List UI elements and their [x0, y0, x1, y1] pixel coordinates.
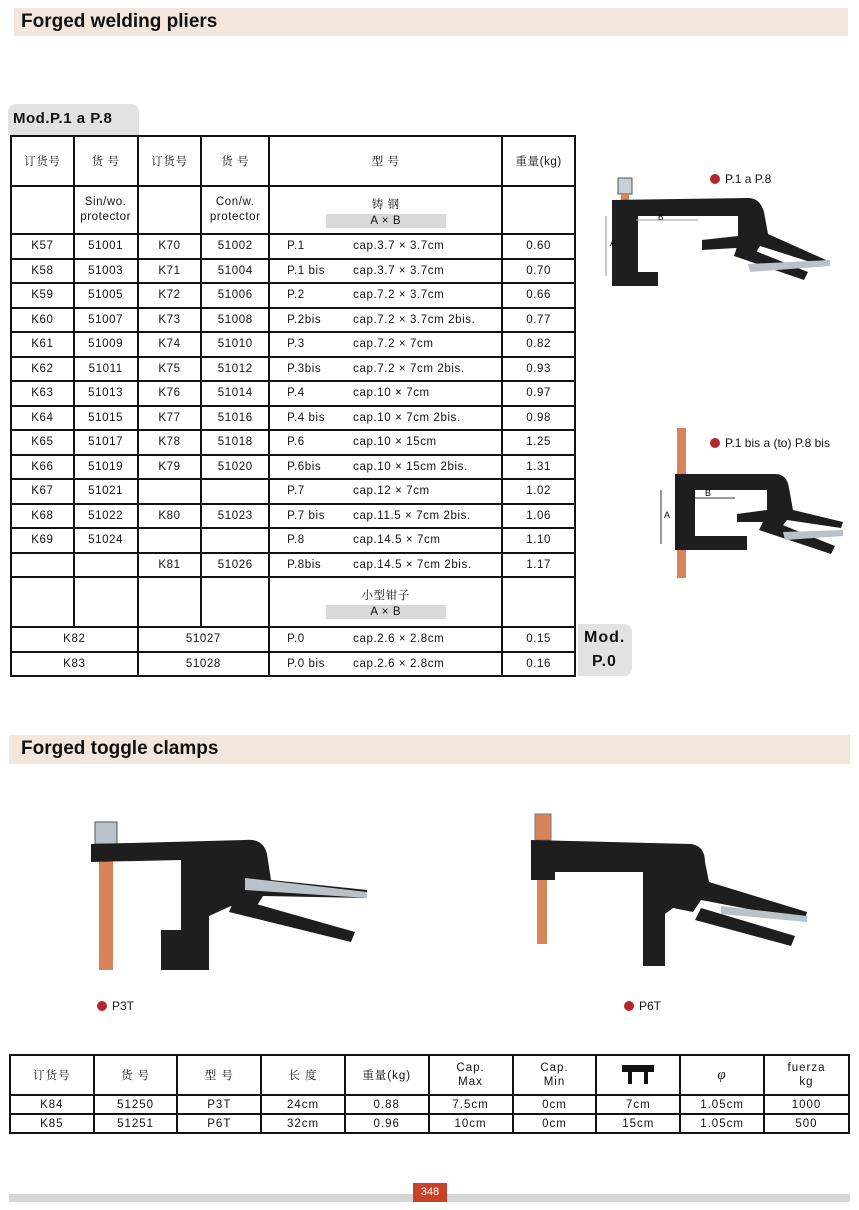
capacity: cap.10 × 7cm	[353, 387, 430, 399]
table-subheader-row	[11, 186, 575, 234]
table-cell: K61	[11, 332, 74, 357]
bullet-icon	[624, 1001, 634, 1011]
model-code: P.4	[287, 387, 305, 400]
table-cell: 51001	[74, 234, 138, 259]
welding-pliers-table	[10, 135, 576, 677]
capacity: cap.12 × 7cm	[353, 485, 430, 497]
capacity: cap.7.2 × 3.7cm 2bis.	[353, 313, 476, 326]
table-cell: K81	[138, 553, 202, 578]
mini-group-row	[11, 577, 575, 627]
table-cell: K79	[138, 455, 202, 480]
table-cell: 51002	[201, 234, 269, 259]
header-cell: Cap. Max	[429, 1055, 513, 1095]
model-cell	[269, 479, 502, 504]
capacity: cap.14.5 × 7cm 2bis.	[353, 558, 472, 571]
mini-group-cell	[269, 577, 502, 627]
model-cell	[269, 504, 502, 529]
table-row	[11, 259, 575, 284]
table-cell: K67	[11, 479, 74, 504]
capacity: cap.10 × 15cm 2bis.	[353, 460, 468, 473]
weight-cell: 1.31	[502, 455, 575, 480]
table-cell: 15cm	[596, 1114, 680, 1133]
model-cell	[269, 283, 502, 308]
table-cell: 7cm	[596, 1095, 680, 1114]
header-cell: 订货号	[138, 136, 202, 186]
model-code: P.1 bis	[287, 264, 326, 277]
header-cell-jaw-icon	[596, 1055, 680, 1095]
table-row	[11, 234, 575, 259]
table-cell: K62	[11, 357, 74, 382]
section-title: Forged toggle clamps	[21, 738, 219, 759]
capacity: cap.10 × 7cm 2bis.	[353, 411, 461, 424]
table-cell: 51026	[201, 553, 269, 578]
model-code: P.6	[287, 436, 305, 449]
jaw-depth-icon	[621, 1062, 655, 1086]
svg-text:B: B	[705, 488, 712, 498]
table-cell: 51008	[201, 308, 269, 333]
header-cell: 型 号	[269, 136, 502, 186]
table-cell	[74, 553, 138, 578]
header-cell: 货 号	[201, 136, 269, 186]
weight-cell: 0.66	[502, 283, 575, 308]
image-label-p1-p8: P.1 a P.8	[710, 172, 771, 186]
model-cell	[269, 455, 502, 480]
svg-text:A: A	[610, 239, 616, 248]
clamp-p3t-image	[85, 820, 375, 975]
table-cell: 51014	[201, 381, 269, 406]
mod-tab-line1: Mod.	[584, 629, 626, 646]
plier-p1-image	[598, 176, 838, 306]
table-cell: 51251	[94, 1114, 178, 1133]
header-cell: 重量(kg)	[502, 136, 575, 186]
table-cell: 51018	[201, 430, 269, 455]
table-cell: 0cm	[513, 1095, 597, 1114]
capacity: cap.2.6 × 2.8cm	[353, 633, 445, 645]
table-cell: 51028	[138, 652, 270, 677]
table-cell: 1.05cm	[680, 1095, 764, 1114]
subheader-cell: Con/w. protector	[201, 186, 269, 234]
table-row	[11, 627, 575, 652]
model-cell	[269, 528, 502, 553]
table-cell: K72	[138, 283, 202, 308]
table-row	[11, 652, 575, 677]
table-cell: 500	[764, 1114, 849, 1133]
header-cell: 货 号	[94, 1055, 178, 1095]
mod-tab-line2: P.0	[592, 653, 617, 670]
model-cell	[269, 234, 502, 259]
table-cell: 1.05cm	[680, 1114, 764, 1133]
table-cell: K80	[138, 504, 202, 529]
table-row	[11, 504, 575, 529]
table-row	[11, 283, 575, 308]
capacity: cap.3.7 × 3.7cm	[353, 240, 445, 252]
table-cell: K70	[138, 234, 202, 259]
subheader-group-cell	[269, 186, 502, 234]
table-cell: K71	[138, 259, 202, 284]
table-cell: 51023	[201, 504, 269, 529]
table-cell: K82	[11, 627, 138, 652]
table-cell: 51006	[201, 283, 269, 308]
table-cell	[138, 528, 202, 553]
model-code: P.6bis	[287, 460, 322, 473]
header-cell: 货 号	[74, 136, 138, 186]
header-cell: 订货号	[10, 1055, 94, 1095]
table-cell: 7.5cm	[429, 1095, 513, 1114]
table-cell: K84	[10, 1095, 94, 1114]
capacity: cap.7.2 × 7cm 2bis.	[353, 362, 465, 375]
table-cell: 51010	[201, 332, 269, 357]
mod-tab-p1-p8	[8, 104, 139, 135]
toggle-clamps-table	[9, 1054, 850, 1134]
image-label-p6t: P6T	[624, 999, 661, 1013]
model-cell	[269, 430, 502, 455]
table-cell: K74	[138, 332, 202, 357]
table-cell: K83	[11, 652, 138, 677]
table-cell: 51004	[201, 259, 269, 284]
table-cell: 51250	[94, 1095, 178, 1114]
page-number: 348	[413, 1183, 447, 1202]
mod-tab-label: Mod.P.1 a P.8	[13, 110, 113, 127]
table-cell: 51027	[138, 627, 270, 652]
weight-cell: 1.17	[502, 553, 575, 578]
model-cell	[269, 652, 502, 677]
table-row	[11, 430, 575, 455]
weight-cell: 0.98	[502, 406, 575, 431]
weight-cell: 1.10	[502, 528, 575, 553]
weight-cell: 0.70	[502, 259, 575, 284]
table-cell: K60	[11, 308, 74, 333]
model-code: P.3bis	[287, 362, 322, 375]
section-title: Forged welding pliers	[21, 11, 218, 32]
header-cell: 订货号	[11, 136, 74, 186]
mod-tab-p0	[578, 624, 632, 676]
table-cell: 10cm	[429, 1114, 513, 1133]
table-cell: K68	[11, 504, 74, 529]
table-row	[11, 553, 575, 578]
table-header-row	[11, 136, 575, 186]
table-cell: 24cm	[261, 1095, 345, 1114]
clamp-p6t-image	[525, 812, 815, 972]
model-cell	[269, 553, 502, 578]
model-code: P.8	[287, 534, 305, 547]
table-cell: K77	[138, 406, 202, 431]
section-header-welding-pliers	[14, 8, 848, 36]
model-cell	[269, 308, 502, 333]
table-row	[11, 381, 575, 406]
table-cell: 51017	[74, 430, 138, 455]
bullet-icon	[97, 1001, 107, 1011]
table-row	[11, 406, 575, 431]
svg-text:A: A	[664, 510, 671, 520]
cap-box: A × B	[326, 605, 446, 619]
table-cell: 51020	[201, 455, 269, 480]
header-cell: φ	[680, 1055, 764, 1095]
table-cell: 51003	[74, 259, 138, 284]
model-code: P.7 bis	[287, 509, 326, 522]
weight-cell: 0.82	[502, 332, 575, 357]
table-cell: K69	[11, 528, 74, 553]
table-cell: K78	[138, 430, 202, 455]
model-code: P.0 bis	[287, 657, 326, 670]
model-cell	[269, 332, 502, 357]
model-code: P.8bis	[287, 558, 322, 571]
model-code: P.2bis	[287, 313, 322, 326]
table-row	[11, 479, 575, 504]
weight-cell: 1.25	[502, 430, 575, 455]
weight-cell: 0.93	[502, 357, 575, 382]
weight-cell: 0.60	[502, 234, 575, 259]
table-cell: 51007	[74, 308, 138, 333]
capacity: cap.14.5 × 7cm	[353, 534, 441, 546]
table-cell: 51015	[74, 406, 138, 431]
model-cell	[269, 357, 502, 382]
group-title: 铸 钢	[371, 199, 400, 211]
model-cell	[269, 406, 502, 431]
weight-cell: 0.77	[502, 308, 575, 333]
table-cell: 51005	[74, 283, 138, 308]
table-cell: 0cm	[513, 1114, 597, 1133]
table-cell	[201, 479, 269, 504]
svg-text:B: B	[658, 213, 664, 222]
table-cell: K57	[11, 234, 74, 259]
capacity: cap.2.6 × 2.8cm	[353, 657, 445, 670]
model-code: P.0	[287, 633, 305, 646]
table-cell	[11, 553, 74, 578]
table-cell: K66	[11, 455, 74, 480]
table-cell: 51013	[74, 381, 138, 406]
table-cell: 51016	[201, 406, 269, 431]
table-cell: 1000	[764, 1095, 849, 1114]
table-cell: 51021	[74, 479, 138, 504]
header-cell: fuerza kg	[764, 1055, 849, 1095]
table-cell: 0.96	[345, 1114, 429, 1133]
table-row	[11, 308, 575, 333]
image-label-p3t: P3T	[97, 999, 134, 1013]
subheader-cell: Sin/wo. protector	[74, 186, 138, 234]
table-cell: K76	[138, 381, 202, 406]
model-code: P.2	[287, 289, 305, 302]
capacity: cap.3.7 × 3.7cm	[353, 264, 445, 277]
capacity: cap.10 × 15cm	[353, 436, 437, 448]
table-cell: 51024	[74, 528, 138, 553]
table-row	[10, 1095, 849, 1114]
header-cell: 重量(kg)	[345, 1055, 429, 1095]
table-cell: K58	[11, 259, 74, 284]
header-cell: 长 度	[261, 1055, 345, 1095]
header-cell: Cap. Min	[513, 1055, 597, 1095]
table-row	[11, 528, 575, 553]
table-cell: 32cm	[261, 1114, 345, 1133]
cap-box: A × B	[326, 214, 446, 228]
weight-cell: 1.02	[502, 479, 575, 504]
table-cell: 51019	[74, 455, 138, 480]
table-cell	[138, 479, 202, 504]
model-cell	[269, 627, 502, 652]
table-row	[10, 1114, 849, 1133]
table-cell: K64	[11, 406, 74, 431]
table-row	[11, 455, 575, 480]
table-row	[11, 332, 575, 357]
image-label-p1bis-p8bis: P.1 bis a (to) P.8 bis	[710, 436, 830, 450]
table-cell: K65	[11, 430, 74, 455]
weight-cell: 0.15	[502, 627, 575, 652]
model-code: P.3	[287, 338, 305, 351]
model-code: P.4 bis	[287, 411, 326, 424]
weight-cell: 1.06	[502, 504, 575, 529]
table-cell: 51009	[74, 332, 138, 357]
table-cell: K85	[10, 1114, 94, 1133]
weight-cell: 0.97	[502, 381, 575, 406]
table-cell: 51011	[74, 357, 138, 382]
model-code: P.1	[287, 240, 305, 253]
table-cell: K59	[11, 283, 74, 308]
table-cell: P3T	[177, 1095, 261, 1114]
table-cell: 51012	[201, 357, 269, 382]
table-cell: K73	[138, 308, 202, 333]
table-cell: 51022	[74, 504, 138, 529]
capacity: cap.11.5 × 7cm 2bis.	[353, 509, 471, 522]
header-cell: 型 号	[177, 1055, 261, 1095]
capacity: cap.7.2 × 7cm	[353, 338, 434, 350]
table-cell: K63	[11, 381, 74, 406]
table-cell	[201, 528, 269, 553]
table-row	[11, 357, 575, 382]
capacity: cap.7.2 × 3.7cm	[353, 289, 445, 301]
model-cell	[269, 381, 502, 406]
weight-cell: 0.16	[502, 652, 575, 677]
model-cell	[269, 259, 502, 284]
section-header-toggle-clamps	[9, 735, 850, 764]
table-cell: K75	[138, 357, 202, 382]
table-cell: 0.88	[345, 1095, 429, 1114]
table-header-row	[10, 1055, 849, 1095]
plier-p1bis-image	[655, 426, 845, 588]
model-code: P.7	[287, 485, 305, 498]
table-cell: P6T	[177, 1114, 261, 1133]
mini-group-title: 小型钳子	[361, 590, 410, 602]
